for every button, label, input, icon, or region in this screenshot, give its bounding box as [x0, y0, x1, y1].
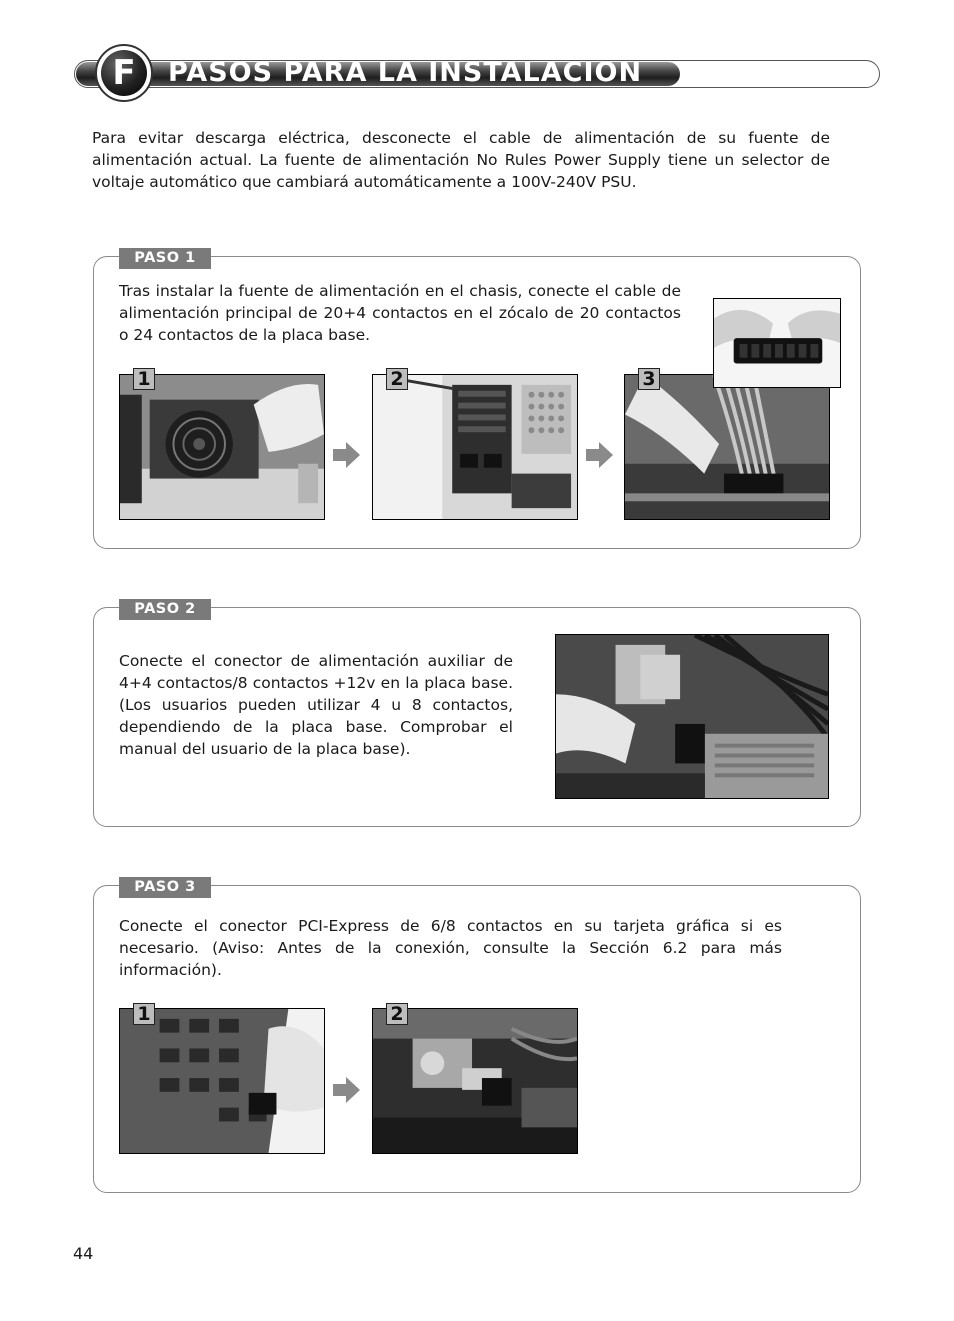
step-1-photo-2	[372, 374, 578, 520]
intro-paragraph: Para evitar descarga eléctrica, desconecte el cable de alimentación de su fuente de alimentación actual. La fuente de alimentación No Rules Power Supply tiene un selector de voltaje automático que cambiará automáticamente a 100V-240V PSU.	[92, 129, 830, 191]
step-1-label: PASO 1	[119, 248, 211, 269]
page-title: PASOS PARA LA INSTALACIÓN	[168, 57, 643, 88]
step-1-photo-3-number: 3	[638, 368, 660, 390]
step-2-photo	[555, 634, 829, 799]
section-badge	[95, 44, 153, 102]
step-3-photo-1	[119, 1008, 325, 1154]
step-1-text: Tras instalar la fuente de alimentación en el chasis, conecte el cable de alimentación principal de 20+4 contactos en el zócalo de 20 contactos o 24 contactos de la placa base.	[119, 282, 681, 344]
page-number: 44	[73, 1244, 94, 1263]
step-3-text: Conecte el conector PCI-Express de 6/8 contactos en su tarjeta gráfica si es necesario. (Aviso: Antes de la conexión, consulte la Sección 6.2 para más información).	[119, 917, 782, 979]
section-letter: F	[112, 53, 136, 93]
step-1-inset-photo	[713, 298, 841, 388]
step-1-photo-3	[624, 374, 830, 520]
step-3-label: PASO 3	[119, 877, 211, 898]
step-2-text: Conecte el conector de alimentación auxiliar de 4+4 contactos/8 contactos +12v en la placa base. (Los usuarios pueden utilizar 4 u 8 contactos, dependiendo de la placa base. Comprobar el manual del usuario de la placa base).	[119, 652, 513, 758]
step-2-label: PASO 2	[119, 599, 211, 620]
step-1-photo-1	[119, 374, 325, 520]
step-1-photo-2-number: 2	[386, 368, 408, 390]
step-3-photo-1-number: 1	[133, 1003, 155, 1025]
step-3-photo-2	[372, 1008, 578, 1154]
section-badge-inner	[101, 50, 147, 96]
arrow-right-icon	[584, 440, 614, 470]
step-3-photo-2-number: 2	[386, 1003, 408, 1025]
arrow-right-icon	[331, 440, 361, 470]
step-1-photo-1-number: 1	[133, 368, 155, 390]
arrow-right-icon	[331, 1075, 361, 1105]
